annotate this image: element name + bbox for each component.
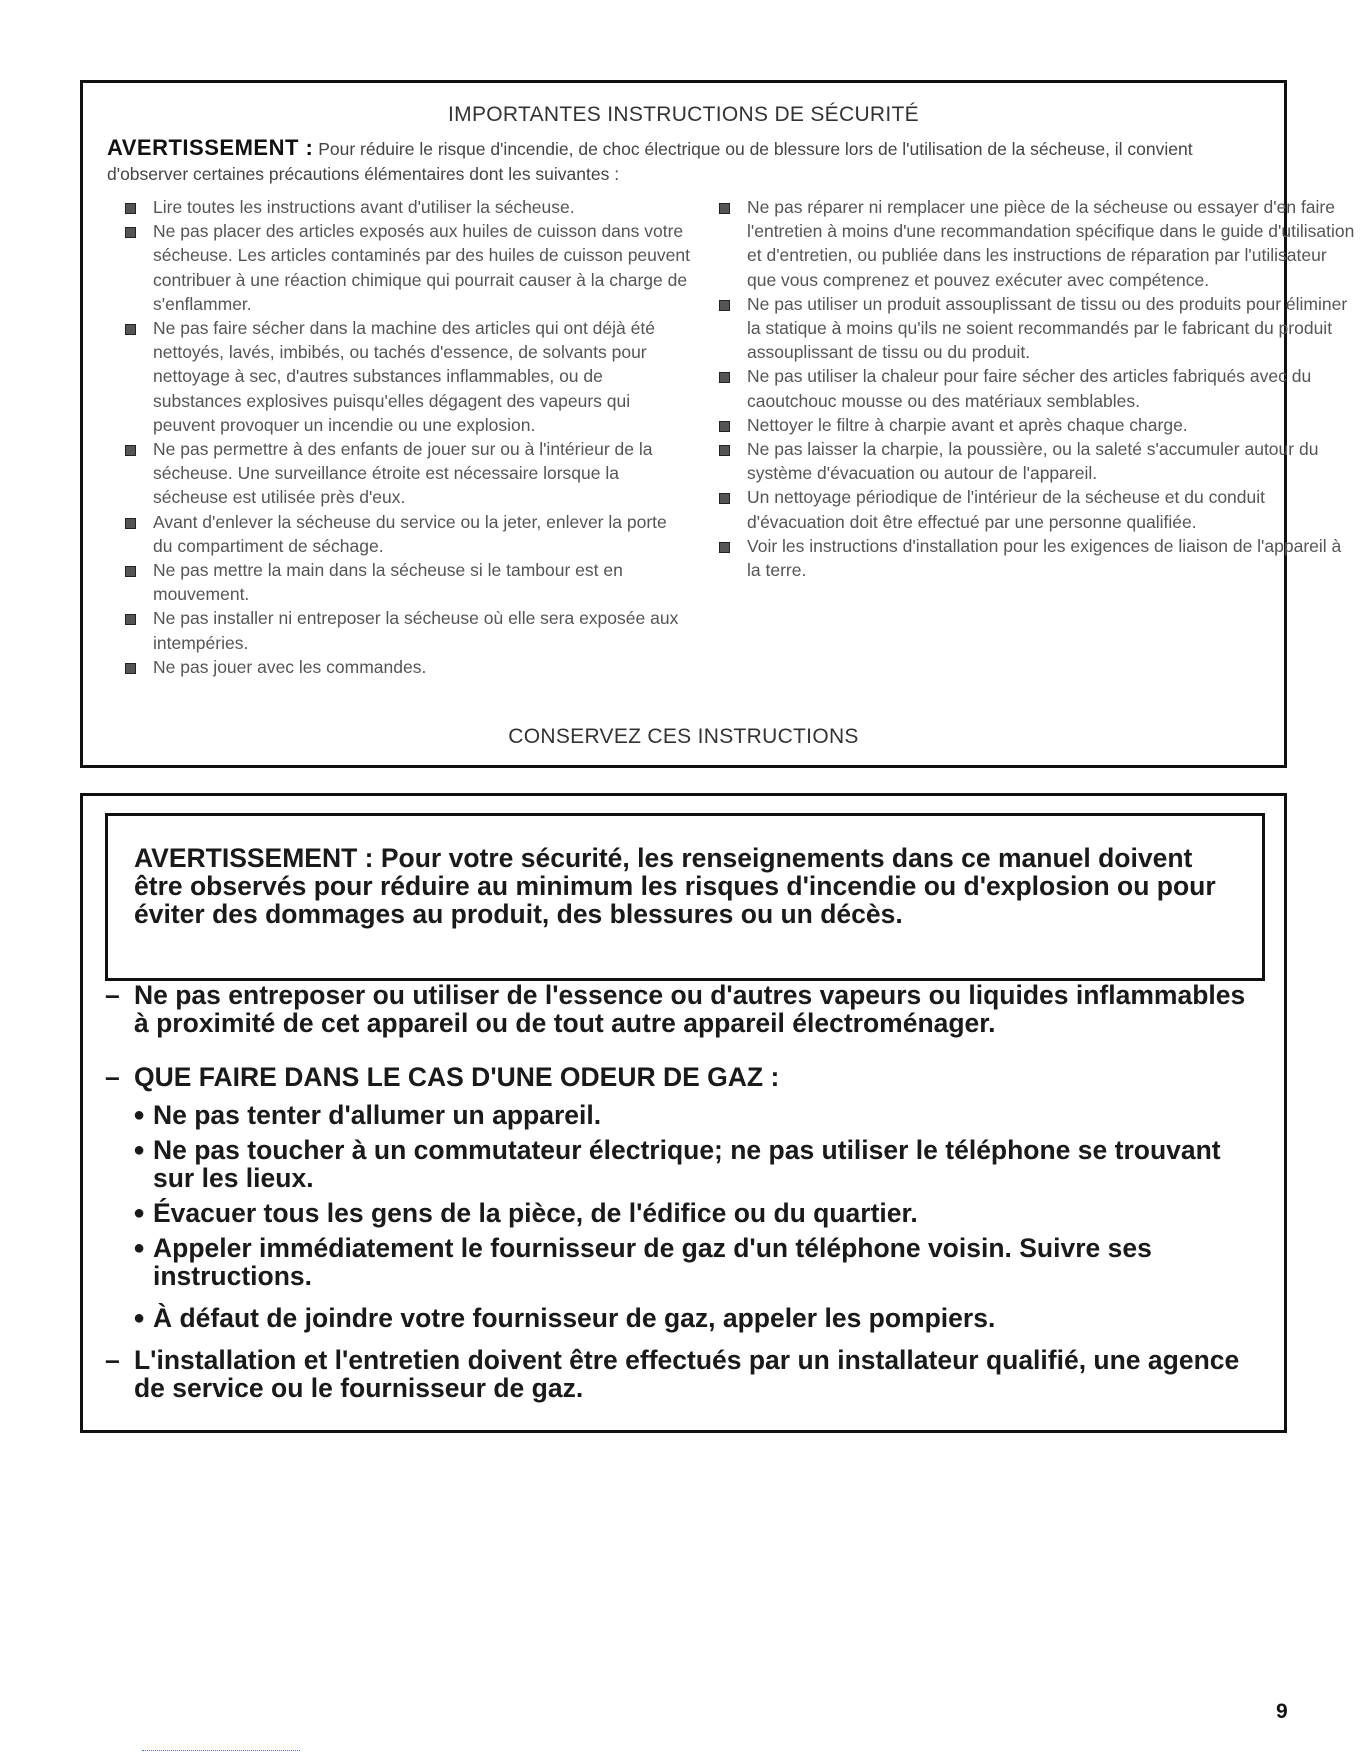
list-item: Nettoyer le filtre à charpie avant et après chaque charge. bbox=[715, 413, 1355, 437]
dash-icon: – bbox=[105, 980, 120, 1010]
list-item: Ne pas faire sécher dans la machine des articles qui ont déjà été nettoyés, lavés, imbibés, ou tachés d'essence, de solvants pour nettoyage à sec, d'autres substances inflammables, ou de substances explosives puisqu'elles dégagent des vapeurs qui peuvent provoquer un incendie ou une explosion. bbox=[121, 316, 691, 437]
square-bullet-icon bbox=[125, 518, 136, 529]
bullet-dot-icon: ● bbox=[133, 1104, 146, 1126]
list-item: Ne pas mettre la main dans la sécheuse si le tambour est en mouvement. bbox=[121, 558, 691, 606]
square-bullet-icon bbox=[719, 300, 730, 311]
bullet-dot-icon: ● bbox=[133, 1202, 146, 1224]
square-bullet-icon bbox=[719, 421, 730, 432]
link-underline bbox=[142, 1750, 300, 1751]
square-bullet-icon bbox=[719, 372, 730, 383]
inner-warning-box bbox=[105, 813, 1265, 981]
bullet-item: ● Appeler immédiatement le fournisseur de gaz d'un téléphone voisin. Suivre ses instructions. bbox=[133, 1233, 1152, 1291]
square-bullet-icon bbox=[719, 445, 730, 456]
square-bullet-icon bbox=[125, 663, 136, 674]
page-number: 9 bbox=[1276, 1700, 1288, 1723]
square-bullet-icon bbox=[125, 227, 136, 238]
list-item: Avant d'enlever la sécheuse du service ou la jeter, enlever la porte du compartiment de séchage. bbox=[121, 510, 691, 558]
gas-warning-box bbox=[80, 793, 1287, 1433]
dash-item: – L'installation et l'entretien doivent être effectués par un installateur qualifié, une agence de service ou le fournisseur de gaz. bbox=[105, 1345, 1240, 1403]
safety-footer: CONSERVEZ CES INSTRUCTIONS bbox=[508, 725, 859, 748]
square-bullet-icon bbox=[125, 203, 136, 214]
safety-intro bbox=[107, 135, 1264, 187]
bullet-dot-icon: ● bbox=[133, 1139, 146, 1161]
square-bullet-icon bbox=[125, 566, 136, 577]
list-item: Ne pas utiliser un produit assouplissant de tissu ou des produits pour éliminer la statique à moins qu'ils ne soient recommandés par le fabricant du produit assouplissant de tissu ou du produit. bbox=[715, 292, 1355, 365]
bullet-dot-icon: ● bbox=[133, 1237, 146, 1259]
bullet-item: ● Évacuer tous les gens de la pièce, de l'édifice ou du quartier. bbox=[133, 1198, 918, 1228]
warning-lead: AVERTISSEMENT : bbox=[107, 135, 314, 160]
list-item: Ne pas installer ni entreposer la sécheuse où elle sera exposée aux intempéries. bbox=[121, 606, 691, 654]
list-item: Ne pas jouer avec les commandes. bbox=[121, 655, 691, 679]
dash-item: – QUE FAIRE DANS LE CAS D'UNE ODEUR DE GAZ : bbox=[105, 1062, 780, 1092]
dash-icon: – bbox=[105, 1062, 120, 1092]
list-item: Lire toutes les instructions avant d'utiliser la sécheuse. bbox=[121, 195, 691, 219]
bullet-item: ● À défaut de joindre votre fournisseur de gaz, appeler les pompiers. bbox=[133, 1303, 996, 1333]
bullet-dot-icon: ● bbox=[133, 1307, 146, 1329]
left-column bbox=[121, 195, 691, 679]
list-item: Ne pas placer des articles exposés aux huiles de cuisson dans votre sécheuse. Les articles contaminés par des huiles de cuisson peuvent contribuer à une réaction chimique qui pourrait causer à la charge de s'enflammer. bbox=[121, 219, 691, 316]
list-item: Un nettoyage périodique de l'intérieur de la sécheuse et du conduit d'évacuation doit être effectué par une personne qualifiée. bbox=[715, 485, 1355, 533]
square-bullet-icon bbox=[125, 445, 136, 456]
list-item: Ne pas laisser la charpie, la poussière, ou la saleté s'accumuler autour du système d'évacuation ou autour de l'appareil. bbox=[715, 437, 1355, 485]
warning-text: Pour réduire le risque d'incendie, de choc électrique ou de blessure lors de l'utilisation de la sécheuse, il convient d'observer certaines précautions élémentaires dont les suivantes : bbox=[107, 139, 1193, 184]
list-item: Ne pas permettre à des enfants de jouer sur ou à l'intérieur de la sécheuse. Une surveillance étroite est nécessaire lorsque la sécheuse est utilisée près d'eux. bbox=[121, 437, 691, 510]
safety-instructions-box bbox=[80, 80, 1355, 768]
right-column bbox=[715, 195, 1355, 582]
list-item: Voir les instructions d'installation pour les exigences de liaison de l'appareil à la terre. bbox=[715, 534, 1355, 582]
square-bullet-icon bbox=[719, 203, 730, 214]
dash-item: – Ne pas entreposer ou utiliser de l'essence ou d'autres vapeurs ou liquides inflammables à proximité de cet appareil ou de tout autre appareil électroménager. bbox=[105, 980, 1246, 1038]
dash-icon: – bbox=[105, 1345, 120, 1375]
bullet-item: ● Ne pas tenter d'allumer un appareil. bbox=[133, 1100, 602, 1130]
bullet-item: ● Ne pas toucher à un commutateur électrique; ne pas utiliser le téléphone se trouvant sur les lieux. bbox=[133, 1135, 1221, 1193]
square-bullet-icon bbox=[719, 542, 730, 553]
list-item: Ne pas réparer ni remplacer une pièce de la sécheuse ou essayer d'en faire l'entretien à moins d'une recommandation spécifique dans le guide d'utilisation et d'entretien, ou publiée dans les instructions de réparation par l'utilisateur que vous comprenez et pouvez exécuter avec compétence. bbox=[715, 195, 1355, 292]
square-bullet-icon bbox=[125, 614, 136, 625]
safety-warning-text: AVERTISSEMENT : Pour votre sécurité, les renseignements dans ce manuel doivent être observés pour réduire au minimum les risques d'incendie ou d'explosion ou pour éviter des dommages au produit, des blessures ou un décès. bbox=[134, 843, 1216, 929]
square-bullet-icon bbox=[719, 493, 730, 504]
safety-title: IMPORTANTES INSTRUCTIONS DE SÉCURITÉ bbox=[448, 103, 919, 126]
square-bullet-icon bbox=[125, 324, 136, 335]
list-item: Ne pas utiliser la chaleur pour faire sécher des articles fabriqués avec du caoutchouc mousse ou des matériaux semblables. bbox=[715, 364, 1355, 412]
